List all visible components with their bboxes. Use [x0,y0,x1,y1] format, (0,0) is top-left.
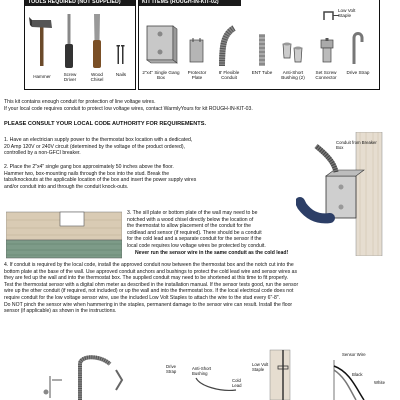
tool-label-hammer: Hammer [33,74,51,79]
step-3-line: local code requires low voltage wires be protected by conduit. [127,242,266,249]
bottom-label-low-volt-staple: Low Volt Staple [252,362,269,372]
kit-label-bushing: Anti-Short Bushing (2) [281,70,305,81]
step-2-line: tabs/knockouts at the applicable location of the box and insert the power supply wires [4,177,197,184]
step-2-line: 2. Place the 2"x4" single gang box approximately 50 inches above the floor. [4,164,174,170]
step-4-line: wire up the other conduit (if required, not included) or up the wall and into the thermostat box. If the local electrical code does not [4,288,294,295]
step-4-line: Test the thermostat sensor with a digital ohm meter as described in the installation manual. If the sensor tests good, run the sensor [4,281,299,288]
kit-label-low-volt-staple: Low Volt Staple [338,8,356,19]
step-3-line: the thermostat to allow placement of the conduit for the [127,223,252,230]
drive-strap-icon [350,30,366,66]
kit-label-set-screw-connector: Set Screw Connector [315,70,337,81]
code-authority-heading: PLEASE CONSULT YOUR LOCAL CODE AUTHORITY FOR REQUIREMENTS. [4,121,207,127]
anti-short-bushing-icon [280,40,306,64]
gang-box-icon [143,24,179,66]
chisel-icon [90,14,104,70]
bottom-label-sensor-wire: Sensor Wire [342,352,366,357]
step-3-line: coldlead and sensor (if required). There should be a conduit [127,229,262,236]
tool-label-nails: Nails [115,72,127,77]
staple-leader-line [333,15,339,16]
step-1-line: 20 Amp 120V or 240V circuit (determined by the voltage of the product ordered), [4,143,185,150]
intro-line-2: If your local code requires conduit to protect low voltage wires, contact WarmlyYours for kit ROUGH-IN-KIT-03. [4,106,253,112]
bottom-label-drive-strap: Drive Strap [166,364,177,374]
step-4 [4,262,398,315]
step-1-line: 1. Have an electrician supply power to the thermostat box location with a dedicated, [4,137,193,143]
step-3-warning: Never run the sensor wire in the same conduit as the cold lead! [135,249,289,256]
intro-line-1: This kit contains enough conduit for protection of line voltage wires. [4,99,156,105]
kit-label-drive-strap: Drive Strap [346,70,370,75]
kit-label-flexible-conduit: 8' Flexible Conduit [218,70,240,81]
flexible-conduit-icon [216,24,240,68]
bottom-label-black: Black [352,372,363,377]
step-1 [4,137,304,157]
kit-label-protector-plate: Protector Plate [187,70,207,81]
step-4-line: Do NOT pinch the sensor wire when hammering in the staples, permanent damage to the sensor wire can result. Install the floor [4,301,293,308]
screwdriver-icon [62,14,76,70]
sill-plate-figure [6,206,122,266]
step-4-line: sensor (if applicable) as shown in the instructions. [4,308,117,315]
kit-label-gang-box-text: 2"x4" Single Gang Box [142,70,180,81]
conduit-breaker-box-label: Conduit from Breaker Box [336,140,377,150]
hammer-icon [29,16,55,68]
step-3-line: for the cold lead and a separate conduit for the sensor if the [127,236,262,243]
bottom-label-cold-lead: Cold Lead [232,378,242,388]
nails-icon [116,44,126,66]
step-2-line: Hammer two, box-mounting nails through the box into the stud. Break the [4,170,170,177]
kit-label-ent-tube: ENT Tube [251,70,273,75]
step-2 [4,164,304,190]
protector-plate-icon [188,38,206,64]
step-3 [127,210,327,256]
step-4-line: bottom plate at the base of the wall. Use approved conduit anchors and bushings to protect the cold lead wire and sensor wires as [4,268,298,275]
step-4-line: 4. If conduit is required by the local code, install the approved conduit now between the thermostat box and the notch cut into the [4,262,294,268]
set-screw-connector-icon [316,38,338,64]
bottom-label-bushing: Anti-Short Bushing [192,366,212,376]
ent-tube-icon [256,34,268,68]
tool-label-chisel: Wood Chisel [90,72,104,83]
bottom-label-white: White [374,380,385,385]
tools-header: TOOLS REQUIRED (NOT SUPPLIED) [25,0,135,6]
step-4-line: require conduit for the low voltage sensor wire, use the included Low Volt Staples to attach the wire to the stud every 6"-8". [4,294,281,301]
step-2-line: and/or conduit into and through the conduit knock-outs. [4,183,129,190]
kit-header: KIT ITEMS (ROUGH-IN-KIT-02) [139,0,241,6]
step-3-line: notched with a wood chisel directly below the location of [127,216,254,223]
kit-label-gang-box [140,70,182,80]
step-4-line: they are fed up the wall and into the thermostat box. The supplied conduit may need to be shortened at this time to fit properly. [4,275,289,282]
tool-label-screwdriver: Screw Driver [63,72,77,83]
step-1-line: controlled by a non-GFCI breaker. [4,150,81,157]
step-3-line: 3. The sill plate or bottom plate of the wall may need to be [127,210,258,216]
